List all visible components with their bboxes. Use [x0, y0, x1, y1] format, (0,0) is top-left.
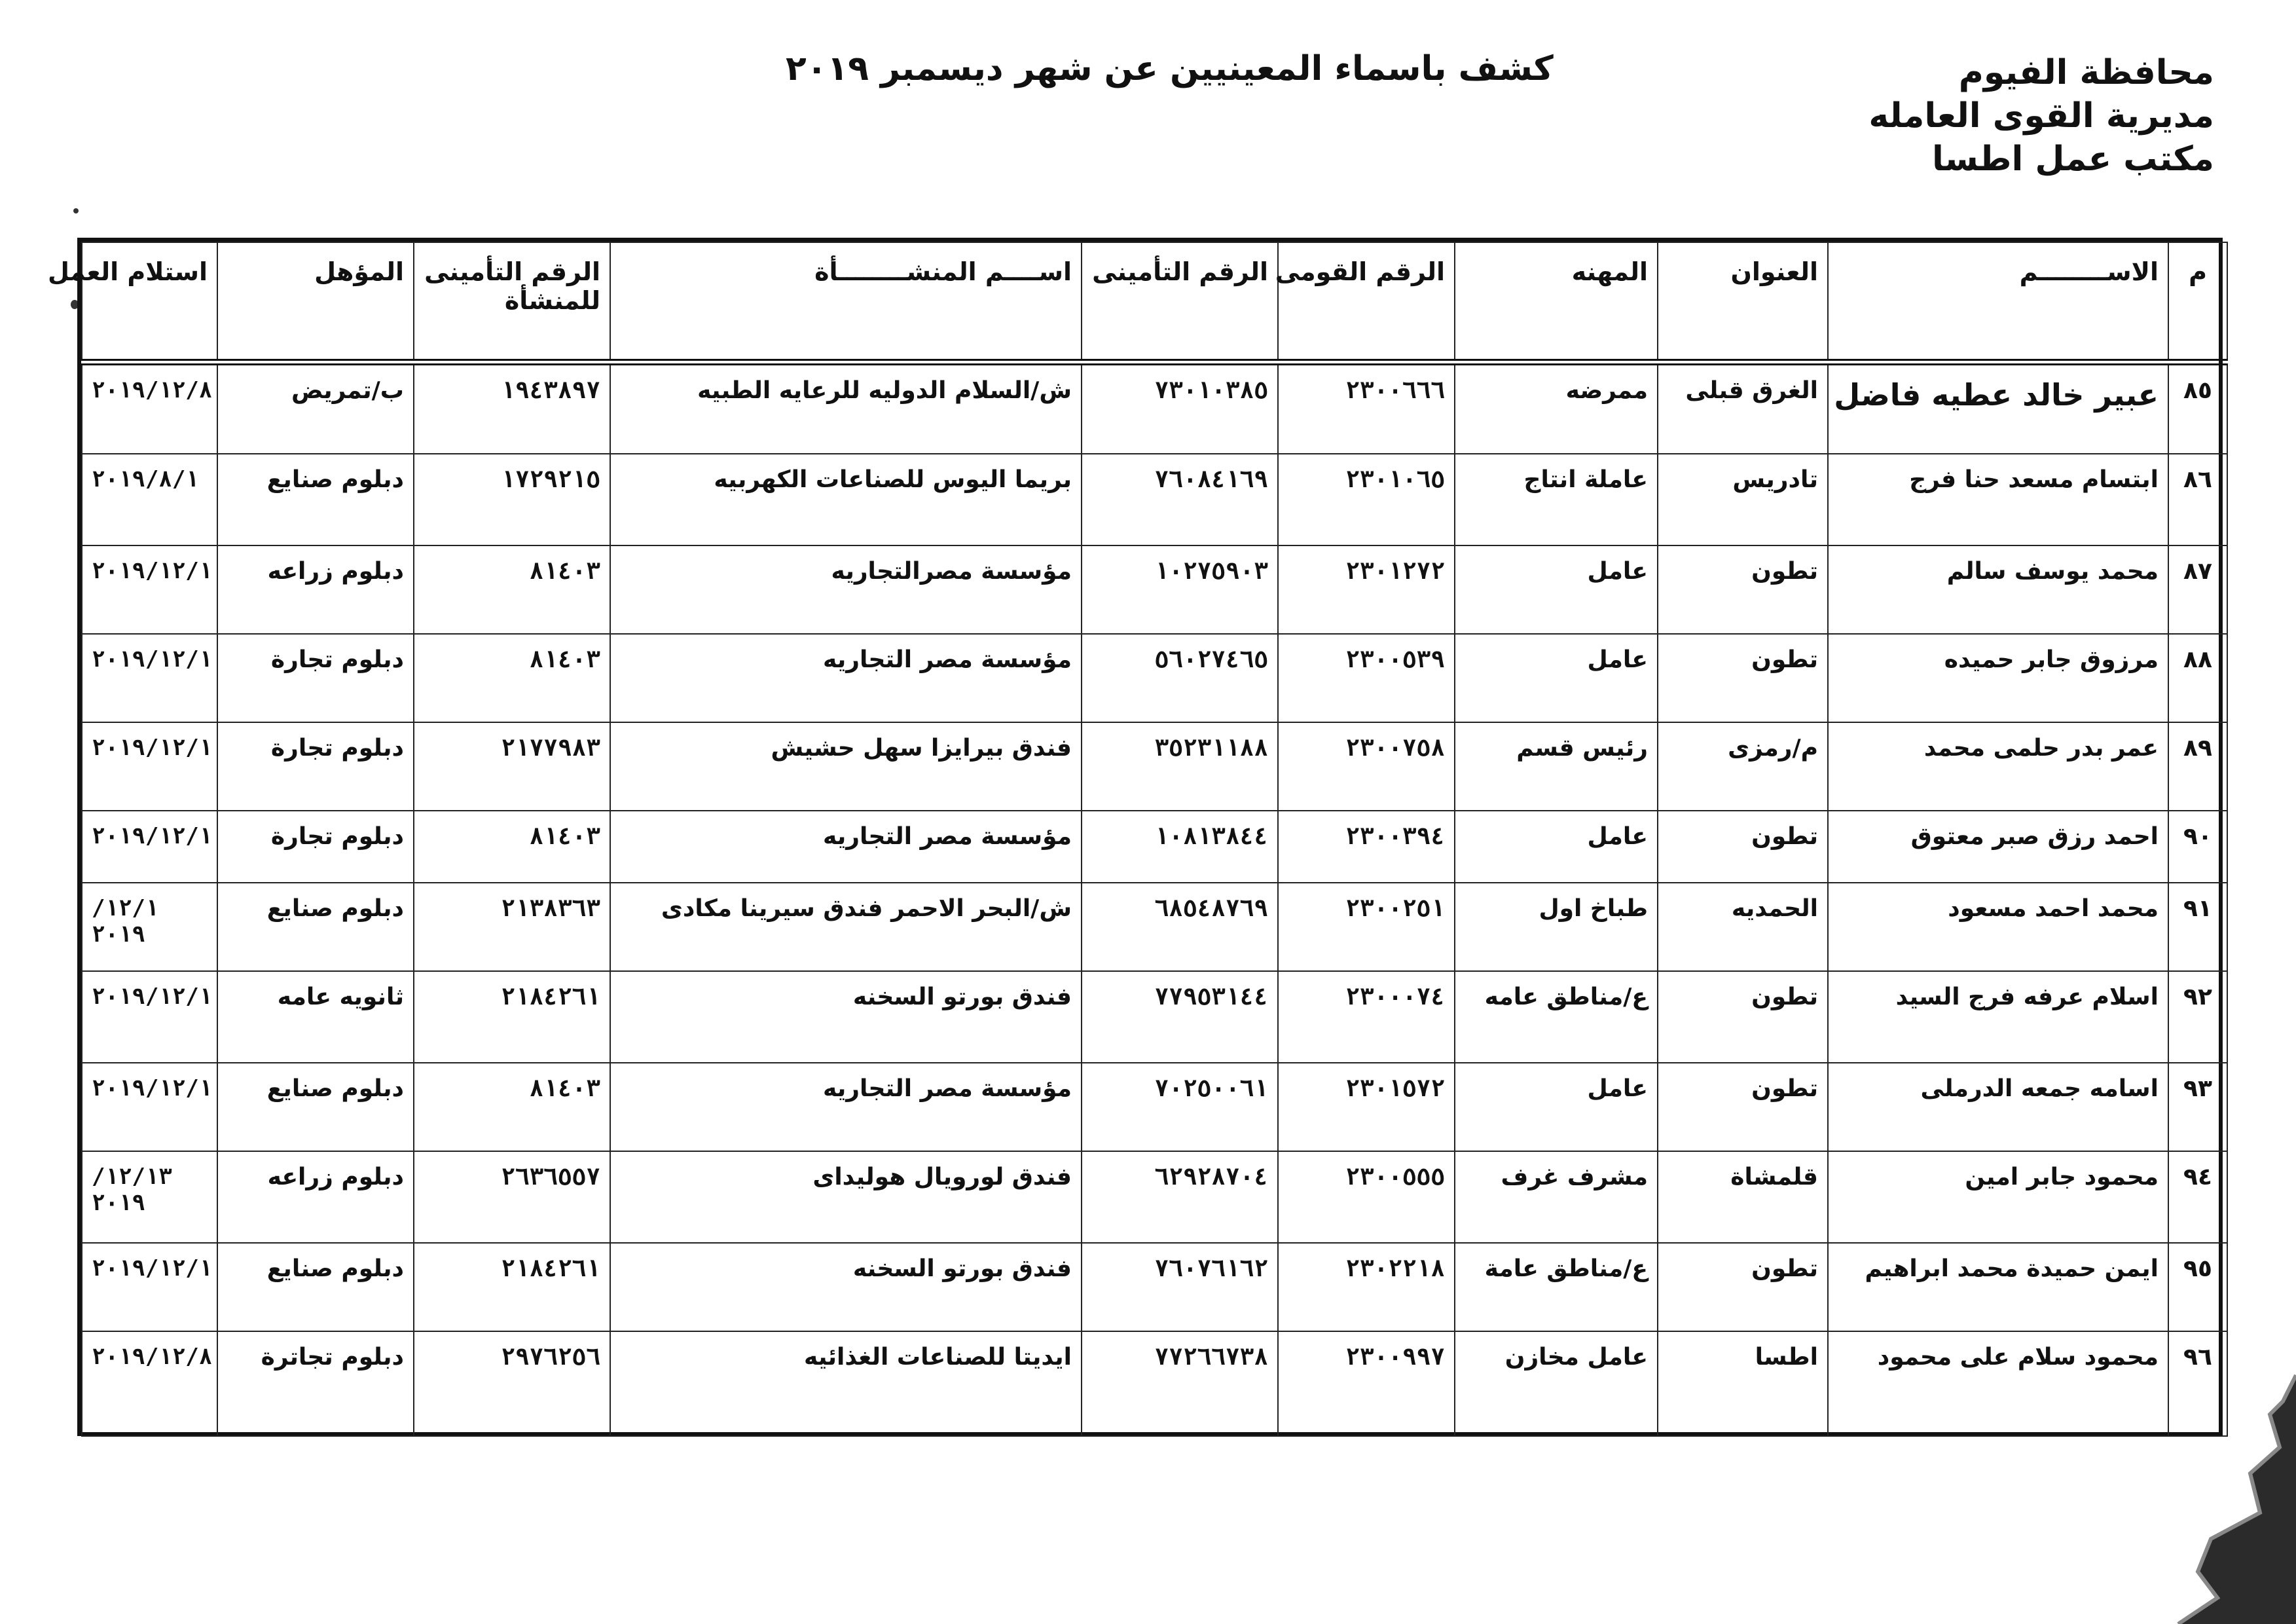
start-date-cell: ٢٠١٩/١٢/١ [82, 1243, 217, 1331]
col-facility-insurance: الرقم التأمينى للمنشأة [414, 242, 610, 362]
qualification-cell: دبلوم صنايع [217, 883, 414, 971]
facility-insurance-cell: ٨١٤٠٣ [414, 1063, 610, 1151]
facility-cell: فندق لورويال هوليداى [610, 1151, 1082, 1243]
qualification-cell: دبلوم تجارة [217, 722, 414, 811]
address-cell: تطون [1658, 811, 1828, 883]
job-cell: مشرف غرف [1455, 1151, 1658, 1243]
facility-cell: فندق بيرايزا سهل حشيش [610, 722, 1082, 811]
insurance-no-cell: ٧٣٠١٠٣٨٥ [1082, 362, 1278, 454]
national-no-cell: ٢٣٠٠٥٥٥ [1278, 1151, 1455, 1243]
facility-cell: مؤسسة مصر التجاريه [610, 634, 1082, 722]
employee-name: احمد رزق صبر معتوق [1828, 811, 2168, 883]
facility-cell: بريما اليوس للصناعات الكهربيه [610, 454, 1082, 545]
facility-cell: مؤسسة مصرالتجاريه [610, 545, 1082, 634]
row-number: ٩٥ [2168, 1243, 2227, 1331]
qualification-cell: دبلوم صنايع [217, 454, 414, 545]
national-no-cell: ٢٣٠١٠٦٥ [1278, 454, 1455, 545]
address-cell: اطسا [1658, 1331, 1828, 1436]
col-national-no: الرقم القومى [1278, 242, 1455, 362]
address-cell: تادريس [1658, 454, 1828, 545]
facility-insurance-cell: ٢١٨٤٢٦١ [414, 971, 610, 1063]
start-date-cell: ٢٠١٩/١٢/١ [82, 634, 217, 722]
employee-name: عمر بدر حلمى محمد [1828, 722, 2168, 811]
page-tear-corner [2172, 1375, 2296, 1624]
facility-cell: مؤسسة مصر التجاريه [610, 1063, 1082, 1151]
qualification-cell: دبلوم صنايع [217, 1063, 414, 1151]
job-cell: عامل [1455, 1063, 1658, 1151]
insurance-no-cell: ٧٠٢٥٠٠٦١ [1082, 1063, 1278, 1151]
address-cell: تطون [1658, 634, 1828, 722]
row-number: ٨٧ [2168, 545, 2227, 634]
table-header-row [82, 242, 2227, 362]
job-cell: طباخ اول [1455, 883, 1658, 971]
qualification-cell: دبلوم صنايع [217, 1243, 414, 1331]
job-cell: عامل مخازن [1455, 1331, 1658, 1436]
national-no-cell: ٢٣٠٠٢٥١ [1278, 883, 1455, 971]
national-no-cell: ٢٣٠٠٣٩٤ [1278, 811, 1455, 883]
address-cell: قلمشاة [1658, 1151, 1828, 1243]
insurance-no-cell: ٣٥٢٣١١٨٨ [1082, 722, 1278, 811]
row-number: ٩١ [2168, 883, 2227, 971]
insurance-no-cell: ٧٧٢٦٦٧٣٨ [1082, 1331, 1278, 1436]
start-date-cell: ٢٠١٩/١٢/١ [82, 1063, 217, 1151]
office: مكتب عمل اطسا [1932, 139, 2214, 179]
facility-insurance-cell: ٢١٧٧٩٨٣ [414, 722, 610, 811]
facility-insurance-cell: ٨١٤٠٣ [414, 545, 610, 634]
job-cell: رئيس قسم [1455, 722, 1658, 811]
qualification-cell: دبلوم زراعه [217, 545, 414, 634]
employee-name: محمد احمد مسعود [1828, 883, 2168, 971]
facility-insurance-cell: ٢٦٣٦٥٥٧ [414, 1151, 610, 1243]
start-date-cell: ٢٠١٩/١٢/١ [82, 971, 217, 1063]
col-insurance-no: الرقم التأمينى [1082, 242, 1278, 362]
start-date-cell: ٢٠١٩/١٢/٨ [82, 362, 217, 454]
col-facility: اســــم المنشــــــــأة [610, 242, 1082, 362]
scan-speck [73, 208, 79, 213]
job-cell: عامل [1455, 811, 1658, 883]
facility-insurance-cell: ٢١٣٨٣٦٣ [414, 883, 610, 971]
job-cell: ع/مناطق عامه [1455, 971, 1658, 1063]
address-cell: تطون [1658, 1063, 1828, 1151]
col-name: الاســــــــم [1828, 242, 2168, 362]
table-row [82, 1243, 2227, 1331]
address-cell: م/رمزى [1658, 722, 1828, 811]
governorate: محافظة الفيوم [1958, 53, 2214, 92]
table-row [82, 1331, 2227, 1436]
row-number: ٨٥ [2168, 362, 2227, 454]
employee-name: ايمن حميدة محمد ابراهيم [1828, 1243, 2168, 1331]
row-number: ٩٢ [2168, 971, 2227, 1063]
address-cell: تطون [1658, 1243, 1828, 1331]
start-date-cell: ٢٠١٩/١٢/١ [82, 545, 217, 634]
row-number: ٩٦ [2168, 1331, 2227, 1436]
insurance-no-cell: ٦٨٥٤٨٧٦٩ [1082, 883, 1278, 971]
employee-name: مرزوق جابر حميده [1828, 634, 2168, 722]
qualification-cell: ب/تمريض [217, 362, 414, 454]
insurance-no-cell: ١٠٨١٣٨٤٤ [1082, 811, 1278, 883]
facility-insurance-cell: ٢٩٧٦٢٥٦ [414, 1331, 610, 1436]
insurance-no-cell: ٧٦٠٨٤١٦٩ [1082, 454, 1278, 545]
national-no-cell: ٢٣٠٠٠٧٤ [1278, 971, 1455, 1063]
employee-name: ابتسام مسعد حنا فرج [1828, 454, 2168, 545]
employee-name: محمود سلام على محمود [1828, 1331, 2168, 1436]
start-date-cell: ٢٠١٩/١٢/٨ [82, 1331, 217, 1436]
facility-insurance-cell: ٨١٤٠٣ [414, 811, 610, 883]
facility-insurance-cell: ١٩٤٣٨٩٧ [414, 362, 610, 454]
col-m: م [2168, 242, 2227, 362]
row-number: ٩٤ [2168, 1151, 2227, 1243]
issuer-block [1868, 51, 2214, 181]
facility-cell: ايديتا للصناعات الغذائيه [610, 1331, 1082, 1436]
employee-name: اسامه جمعه الدرملى [1828, 1063, 2168, 1151]
facility-cell: ش/البحر الاحمر فندق سيرينا مكادى [610, 883, 1082, 971]
address-cell: الغرق قبلى [1658, 362, 1828, 454]
table-row [82, 545, 2227, 634]
qualification-cell: دبلوم تجارة [217, 811, 414, 883]
start-date-cell: /١٢/١ ٢٠١٩ [82, 883, 217, 971]
col-address: العنوان [1658, 242, 1828, 362]
employees-table [48, 238, 2223, 1436]
facility-cell: مؤسسة مصر التجاريه [610, 811, 1082, 883]
row-number: ٨٨ [2168, 634, 2227, 722]
document-title: كشف باسماء المعينيين عن شهر ديسمبر ٢٠١٩ [786, 49, 1554, 88]
insurance-no-cell: ٥٦٠٢٧٤٦٥ [1082, 634, 1278, 722]
facility-cell: فندق بورتو السخنه [610, 971, 1082, 1063]
row-number: ٩٣ [2168, 1063, 2227, 1151]
facility-insurance-cell: ٢١٨٤٢٦١ [414, 1243, 610, 1331]
start-date-cell: ٢٠١٩/١٢/١ [82, 811, 217, 883]
facility-cell: فندق بورتو السخنه [610, 1243, 1082, 1331]
facility-insurance-cell: ٨١٤٠٣ [414, 634, 610, 722]
national-no-cell: ٢٣٠٢٢١٨ [1278, 1243, 1455, 1331]
facility-cell: ش/السلام الدوليه للرعايه الطبيه [610, 362, 1082, 454]
employee-name: اسلام عرفه فرج السيد [1828, 971, 2168, 1063]
table-row [82, 883, 2227, 971]
table-row [82, 1151, 2227, 1243]
table-row [82, 811, 2227, 883]
row-number: ٨٩ [2168, 722, 2227, 811]
employee-name: محمود جابر امين [1828, 1151, 2168, 1243]
table-row [82, 362, 2227, 454]
job-cell: عاملة انتاج [1455, 454, 1658, 545]
facility-insurance-cell: ١٧٢٩٢١٥ [414, 454, 610, 545]
national-no-cell: ٢٣٠٠٥٣٩ [1278, 634, 1455, 722]
table-row [82, 1063, 2227, 1151]
national-no-cell: ٢٣٠٠٦٦٦ [1278, 362, 1455, 454]
table-row [82, 722, 2227, 811]
qualification-cell: دبلوم تجارة [217, 634, 414, 722]
col-start-date: استلام العمل [82, 242, 217, 362]
insurance-no-cell: ٦٢٩٢٨٧٠٤ [1082, 1151, 1278, 1243]
national-no-cell: ٢٣٠١٥٧٢ [1278, 1063, 1455, 1151]
employee-name: محمد يوسف سالم [1828, 545, 2168, 634]
start-date-cell: ٢٠١٩/١٢/١ [82, 722, 217, 811]
national-no-cell: ٢٣٠٠٩٩٧ [1278, 1331, 1455, 1436]
employee-name: عبير خالد عطيه فاضل [1828, 362, 2168, 454]
table-row [82, 634, 2227, 722]
col-qualification: المؤهل [217, 242, 414, 362]
insurance-no-cell: ١٠٢٧٥٩٠٣ [1082, 545, 1278, 634]
qualification-cell: دبلوم تجاترة [217, 1331, 414, 1436]
directorate: مديرية القوى العامله [1868, 96, 2214, 136]
job-cell: عامل [1455, 634, 1658, 722]
row-number: ٩٠ [2168, 811, 2227, 883]
address-cell: تطون [1658, 971, 1828, 1063]
job-cell: ممرضه [1455, 362, 1658, 454]
job-cell: ع/مناطق عامة [1455, 1243, 1658, 1331]
col-job: المهنه [1455, 242, 1658, 362]
start-date-cell: /١٢/١٣ ٢٠١٩ [82, 1151, 217, 1243]
job-cell: عامل [1455, 545, 1658, 634]
row-number: ٨٦ [2168, 454, 2227, 545]
table-row [82, 454, 2227, 545]
insurance-no-cell: ٧٦٠٧٦١٦٢ [1082, 1243, 1278, 1331]
table-row [82, 971, 2227, 1063]
start-date-cell: ٢٠١٩/٨/١ [82, 454, 217, 545]
insurance-no-cell: ٧٧٩٥٣١٤٤ [1082, 971, 1278, 1063]
address-cell: تطون [1658, 545, 1828, 634]
address-cell: الحمديه [1658, 883, 1828, 971]
qualification-cell: ثانويه عامه [217, 971, 414, 1063]
national-no-cell: ٢٣٠١٢٧٢ [1278, 545, 1455, 634]
qualification-cell: دبلوم زراعه [217, 1151, 414, 1243]
national-no-cell: ٢٣٠٠٧٥٨ [1278, 722, 1455, 811]
